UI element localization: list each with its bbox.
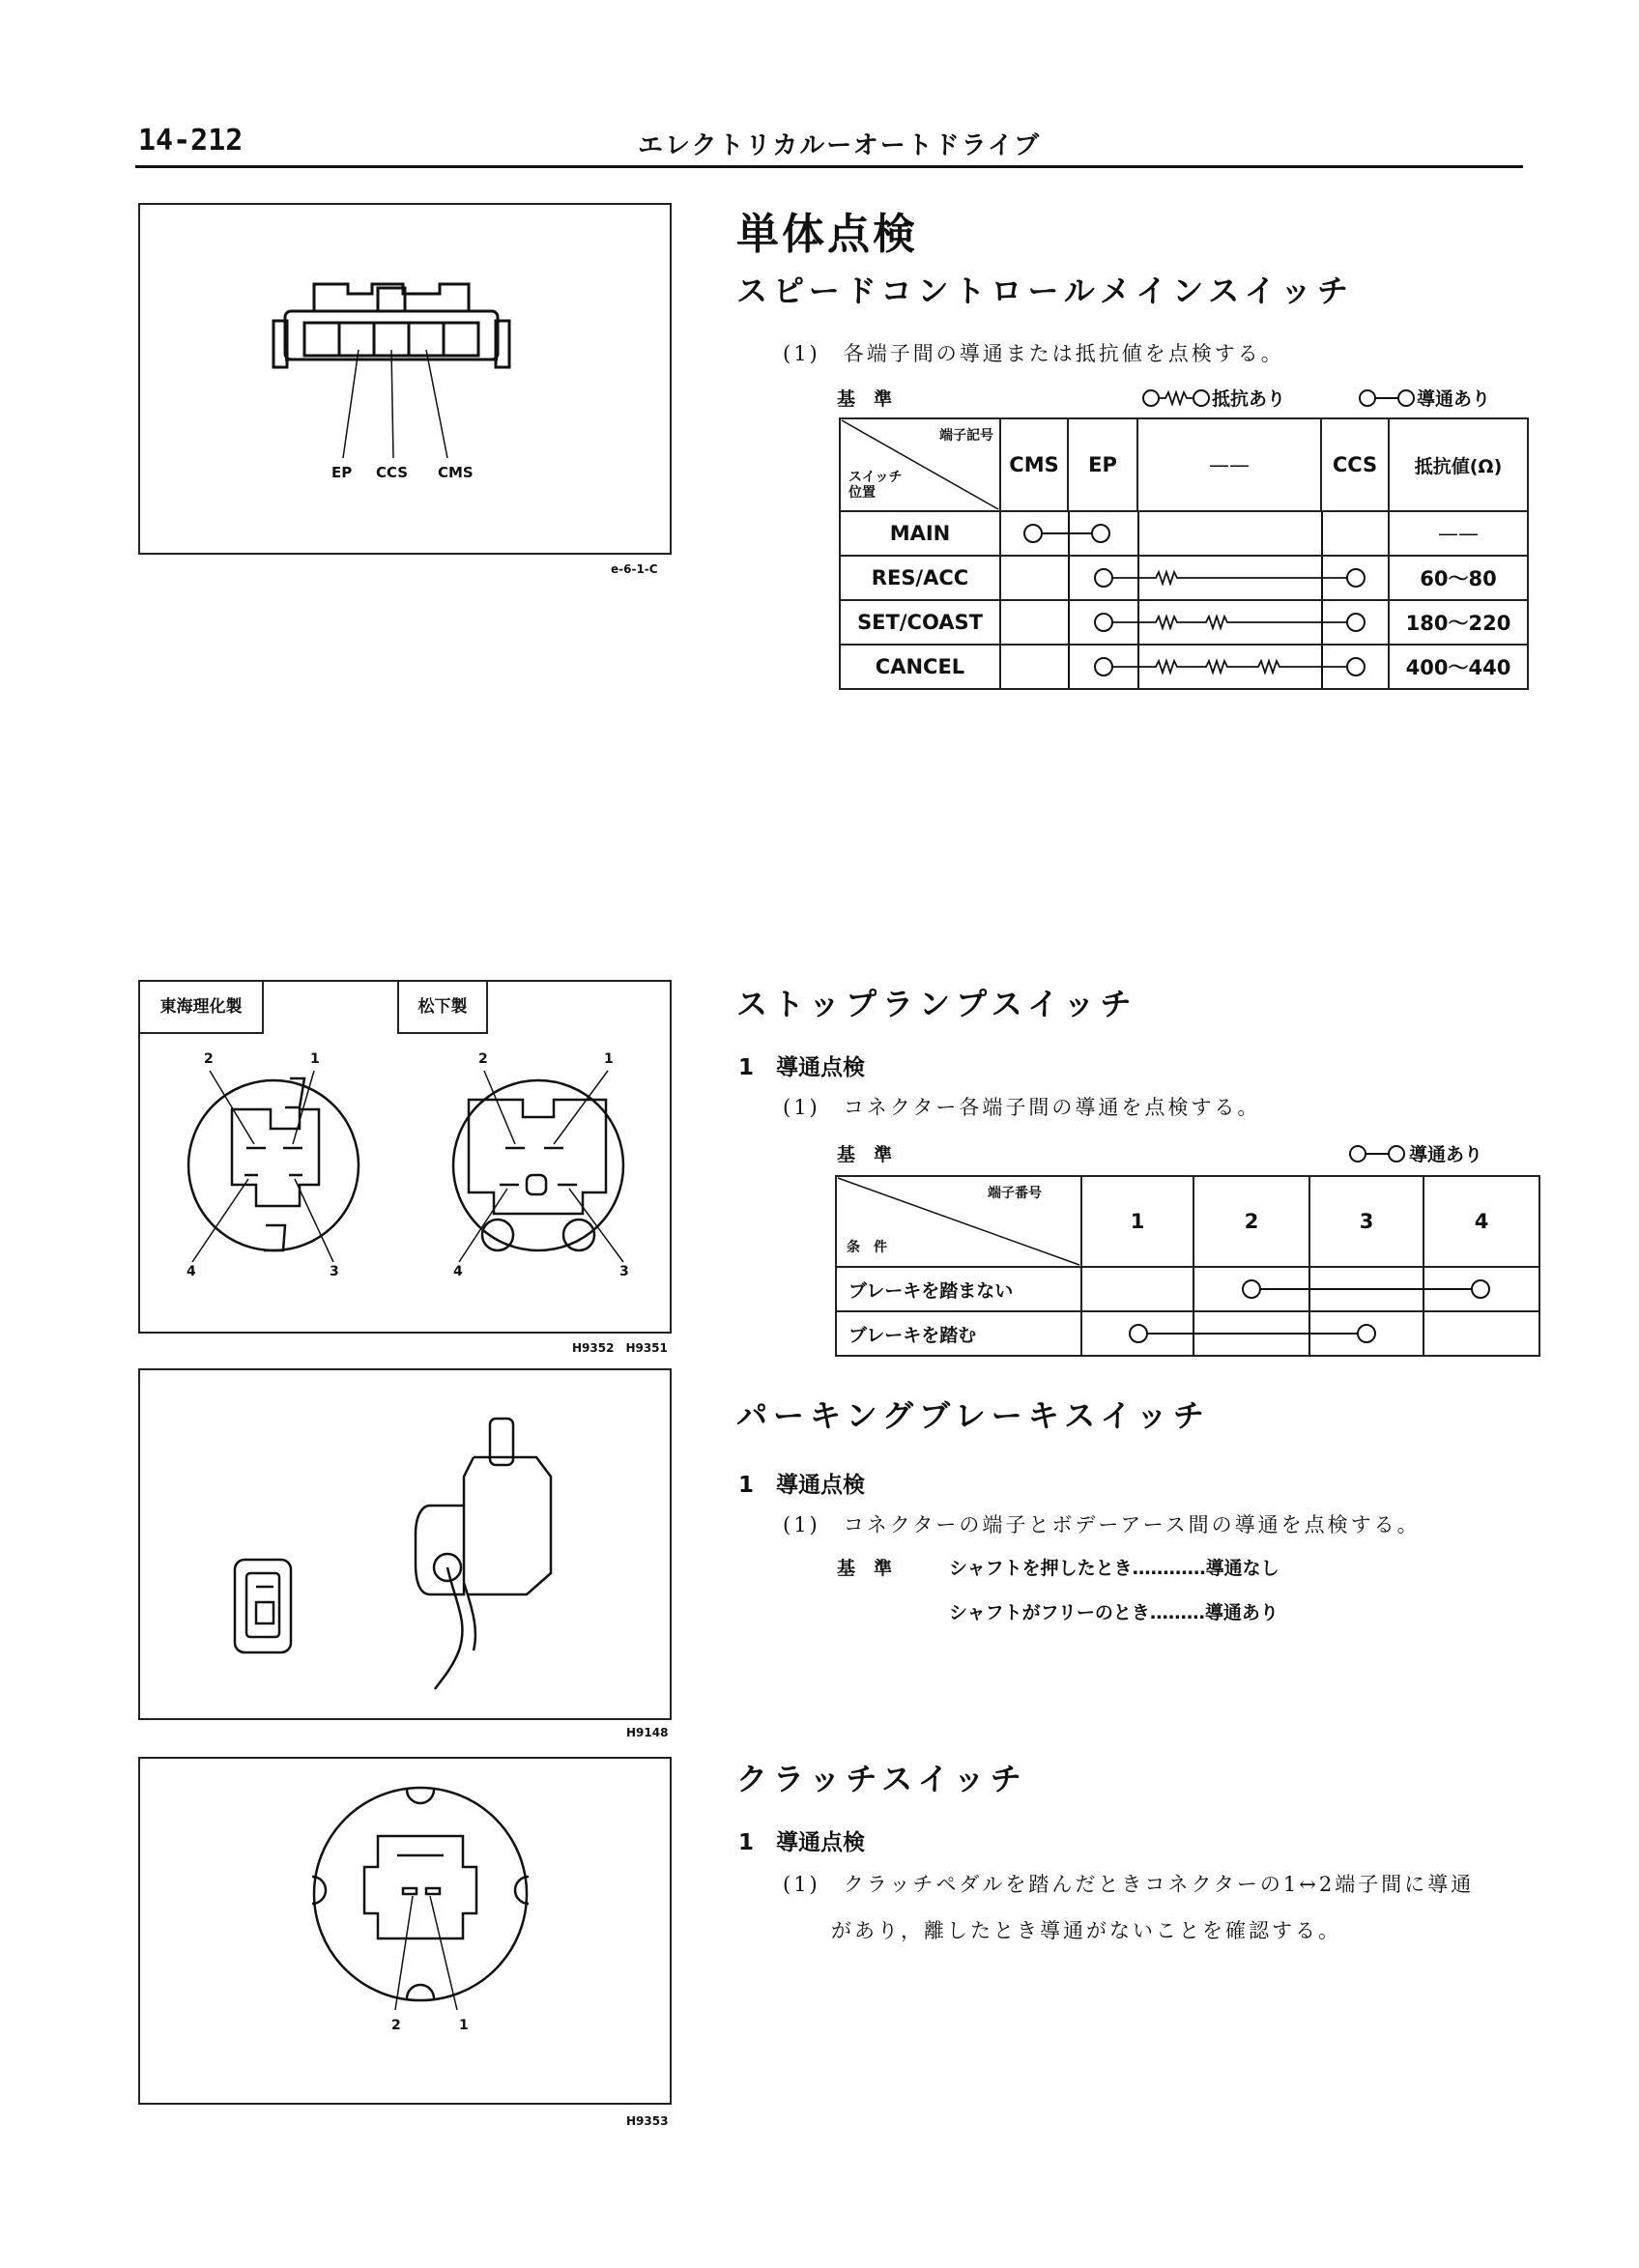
row-cancel-marks: [1000, 645, 1389, 689]
matsu-pin-4: 4: [453, 1264, 463, 1279]
clutch-figure: [138, 1757, 672, 2105]
parking-brake-title: パーキングブレーキスイッチ: [736, 1397, 1210, 1434]
parking-brake-step: (1) コネクターの端子とボデーアース間の導通を点検する。: [783, 1513, 1421, 1536]
legend-resist: 抵抗あり: [1212, 388, 1286, 410]
resistor-legend-icon: [1142, 387, 1210, 410]
col-resistance: 抵抗値(Ω): [1389, 418, 1528, 511]
stop-row1-marks: [1081, 1267, 1539, 1311]
stop-table-corner: [836, 1176, 1081, 1267]
row-main-label: MAIN: [840, 511, 1000, 556]
matsu-pin-2: 2: [478, 1051, 488, 1067]
clutch-pin-1: 1: [459, 2018, 469, 2033]
main-switch-table: [839, 417, 1529, 690]
stop-lamp-table-wrap: [835, 1175, 1540, 1357]
stop-lamp-figure: [138, 980, 672, 1334]
label-ccs: CCS: [376, 464, 409, 481]
row-setcoast-value: 180～220: [1389, 600, 1528, 645]
section-title: 単体点検: [736, 210, 918, 259]
row-resacc-marks: [1000, 556, 1389, 600]
cancel-resistor-mark: [1001, 646, 1388, 688]
tokai-pin-3: 3: [330, 1264, 339, 1279]
label-ep: EP: [331, 464, 353, 481]
corner-top: 端子記号: [939, 428, 993, 444]
corner-bottom: スイッチ 位置: [848, 470, 903, 501]
main-switch-step: (1) 各端子間の導通または抵抗値を点検する。: [783, 342, 1284, 365]
header-rule: [135, 165, 1523, 168]
stop-col-1: 1: [1081, 1176, 1193, 1267]
tokai-pin-2: 2: [204, 1051, 214, 1067]
resacc-resistor-mark: [1001, 557, 1388, 599]
row-main-marks: [1000, 511, 1389, 556]
col-cms: CMS: [1000, 418, 1068, 511]
col-blank: ——: [1137, 418, 1321, 511]
stop-col-2: 2: [1193, 1176, 1309, 1267]
stop-lamp-step: (1) コネクター各端子間の導通を点検する。: [783, 1096, 1261, 1119]
parking-brake-std-label: 基 準: [837, 1558, 893, 1579]
label-cms: CMS: [438, 464, 474, 481]
main-switch-title: スピードコントロールメインスイッチ: [736, 273, 1354, 309]
clutch-sub: 1 導通点検: [738, 1830, 866, 1855]
clutch-connector-drawing: [140, 1759, 670, 2103]
table-corner: [840, 418, 1000, 511]
row-setcoast-label: SET/COAST: [840, 600, 1000, 645]
stop-col-3: 3: [1309, 1176, 1423, 1267]
continuity-legend-icon: [1359, 387, 1415, 410]
main-switch-table-wrap: [839, 417, 1529, 690]
matsu-pin-1: 1: [604, 1051, 614, 1067]
row-main-value: ——: [1389, 511, 1528, 556]
row-resacc-value: 60～80: [1389, 556, 1528, 600]
main-switch-figure: [138, 203, 672, 555]
figure-code-stop: H9352 H9351: [572, 1341, 668, 1355]
stop-row2-continuity: [1082, 1312, 1538, 1355]
row-cancel-value: 400～440: [1389, 645, 1528, 689]
parking-brake-line1: シャフトを押したとき…………導通なし: [949, 1558, 1280, 1579]
figure-code-main: e-6-1-C: [611, 562, 658, 576]
clutch-pin-2: 2: [391, 2018, 401, 2033]
legend-continuity: 導通あり: [1417, 388, 1491, 410]
col-ccs: CCS: [1321, 418, 1389, 511]
parking-brake-figure: [138, 1368, 672, 1720]
row-resacc-label: RES/ACC: [840, 556, 1000, 600]
tokai-pin-1: 1: [310, 1051, 320, 1067]
setcoast-resistor-mark: [1001, 601, 1388, 644]
tokai-pin-4: 4: [187, 1264, 196, 1279]
parking-brake-sub: 1 導通点検: [738, 1473, 866, 1498]
stop-lamp-table: [835, 1175, 1540, 1357]
maker-tokai: 東海理化製: [140, 982, 264, 1034]
stop-lamp-std-label: 基 準: [837, 1144, 893, 1165]
stop-corner-bottom: 条 件: [847, 1240, 887, 1255]
parking-brake-switch-drawing: [140, 1370, 670, 1718]
figure-code-parking: H9148: [626, 1726, 669, 1739]
stop-lamp-sub: 1 導通点検: [738, 1055, 866, 1080]
main-continuity-mark: [1001, 512, 1388, 555]
stop-legend-continuity: 導通あり: [1409, 1144, 1483, 1165]
clutch-step-line2: があり，離したとき導通がないことを確認する。: [831, 1919, 1341, 1942]
stop-row-not-pressed: ブレーキを踏まない: [836, 1267, 1081, 1311]
stop-row-pressed: ブレーキを踏む: [836, 1311, 1081, 1356]
row-setcoast-marks: [1000, 600, 1389, 645]
parking-brake-line2: シャフトがフリーのとき………導通あり: [949, 1602, 1279, 1623]
main-switch-connector-drawing: [140, 205, 670, 553]
maker-matsushita: 松下製: [397, 982, 488, 1034]
stop-col-4: 4: [1423, 1176, 1539, 1267]
stop-lamp-title: ストップランプスイッチ: [736, 986, 1137, 1022]
main-switch-std-label: 基 準: [837, 388, 893, 410]
stop-continuity-legend-icon: [1349, 1142, 1405, 1165]
page-number: 14-212: [138, 124, 244, 158]
clutch-step-line1: (1) クラッチペダルを踏んだときコネクターの1↔2端子間に導通: [783, 1873, 1475, 1896]
stop-row2-marks: [1081, 1311, 1539, 1356]
col-ep: EP: [1068, 418, 1137, 511]
stop-lamp-connector-drawing: [140, 982, 670, 1332]
clutch-title: クラッチスイッチ: [736, 1761, 1027, 1797]
stop-corner-top: 端子番号: [988, 1186, 1042, 1201]
matsu-pin-3: 3: [619, 1264, 629, 1279]
figure-code-clutch: H9353: [626, 2114, 669, 2128]
running-title: エレクトリカルーオートドライブ: [638, 131, 1042, 160]
row-cancel-label: CANCEL: [840, 645, 1000, 689]
stop-row1-continuity: [1082, 1268, 1538, 1310]
